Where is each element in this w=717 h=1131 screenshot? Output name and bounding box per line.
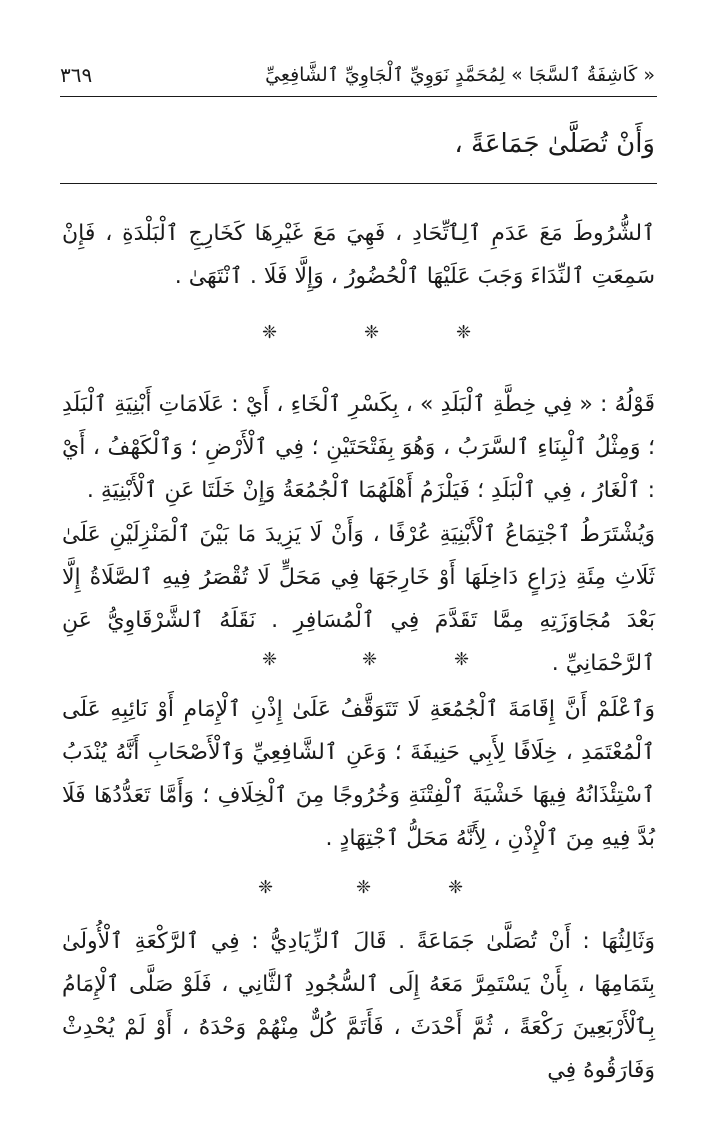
- separator-star-icon: ❈: [456, 322, 472, 343]
- paragraph-5: وَثَالِثُهَا : أَنْ تُصَلَّىٰ جَمَاعَةً . قَالَ ٱلزِّيَادِيُّ : فِي ٱلرَّكْعَةِ ٱلْأُولَىٰ بِتَمَامِهَا ، بِأَنْ يَسْتَمِرَّ مَعَهُ إِلَى ٱلسُّجُودِ ٱلثَّانِي ، فَلَوْ صَلَّى ٱلْإِمَامُ بِٱلْأَرْبَعِينَ رَكْعَةً ، ثُمَّ أَحْدَثَ ، فَأَتَمَّ كُلٌّ مِنْهُمْ وَحْدَهُ ، أَوْ لَمْ يُحْدِثْ وَفَارَقُوهُ فِي: [62, 929, 655, 1083]
- separator-star-icon: ❈: [356, 877, 372, 898]
- matn-separator-rule: [60, 183, 657, 184]
- separator-star-icon: ❈: [454, 649, 470, 670]
- paragraph-2: قَوْلُهُ : « فِي خِطَّةِ ٱلْبَلَدِ » ، بِكَسْرِ ٱلْخَاءِ ، أَيْ : عَلَامَاتِ أَبْنِيَةِ ٱلْبَلَدِ ؛ وَمِثْلُ ٱلْبِنَاءِ ٱلسَّرَبُ ، وَهُوَ بِفَتْحَتَيْنِ ؛ فِي ٱلْأَرْضِ ؛ وَٱلْكَهْفُ ، أَيْ : ٱلْغَارُ ، فِي ٱلْبَلَدِ ؛ فَيَلْزَمُ أَهْلَهُمَا ٱلْجُمُعَةُ وَإِنْ خَلَتَا عَنِ ٱلْأَبْنِيَةِ .: [62, 392, 655, 503]
- page-number: ٣٦٩: [60, 63, 93, 87]
- section-separator-3: [230, 873, 530, 903]
- separator-star-icon: ❈: [448, 877, 464, 898]
- paragraph-3: وَيُشْتَرَطُ ٱجْتِمَاعُ ٱلْأَبْنِيَةِ عُرْفًا ، وَأَنْ لَا يَزِيدَ مَا بَيْنَ ٱلْمَنْزِلَيْنِ عَلَىٰ ثَلَاثِ مِئَةِ ذِرَاعٍ دَاخِلَهَا أَوْ خَارِجَهَا فِي مَحَلٍّ لَا تُقْصَرُ فِيهِ ٱلصَّلَاةُ إِلَّا بَعْدَ مُجَاوَزَتِهِ مِمَّا تَقَدَّمَ فِي ٱلْمُسَافِرِ . نَقَلَهُ ٱلشَّرْقَاوِيُّ عَنِ ٱلرَّحْمَانِيِّ .: [62, 522, 655, 676]
- matn-line: وَأَنْ تُصَلَّىٰ جَمَاعَةً ،: [454, 129, 655, 159]
- separator-star-icon: ❈: [262, 322, 278, 343]
- separator-star-icon: ❈: [258, 877, 274, 898]
- section-separator-2: [230, 645, 530, 675]
- separator-star-icon: ❈: [364, 322, 380, 343]
- paragraph-4: وَٱعْلَمْ أَنَّ إِقَامَةَ ٱلْجُمُعَةِ لَا تَتَوَقَّفُ عَلَىٰ إِذْنِ ٱلْإِمَامِ أَوْ نَائِبِهِ عَلَى ٱلْمُعْتَمَدِ ، خِلَافًا لِأَبِي حَنِيفَةَ ؛ وَعَنِ ٱلشَّافِعِيِّ وَٱلْأَصْحَابِ أَنَّهُ يُنْدَبُ ٱسْتِئْذَانُهُ فِيهَا خَشْيَةَ ٱلْفِتْنَةِ وَخُرُوجًا مِنَ ٱلْخِلَافِ ؛ وَأَمَّا تَعَدُّدُهَا فَلَا بُدَّ فِيهِ مِنَ ٱلْإِذْنِ ، لِأَنَّهُ مَحَلُّ ٱجْتِهَادٍ .: [62, 697, 655, 851]
- running-header: [60, 58, 655, 94]
- separator-star-icon: ❈: [262, 649, 278, 670]
- header-rule: [60, 96, 657, 97]
- paragraph-1: ٱلشُّرُوطَ مَعَ عَدَمِ ٱلِٱتِّحَادِ ، فَهِيَ مَعَ غَيْرِهَا كَخَارِجِ ٱلْبَلْدَةِ ، فَإِنْ سَمِعَتِ ٱلنِّدَاءَ وَجَبَ عَلَيْهَا ٱلْحُضُورُ ، وَإِلَّا فَلَا . ٱنْتَهَىٰ .: [62, 221, 655, 289]
- section-separator-1: [230, 318, 530, 348]
- separator-star-icon: ❈: [362, 649, 378, 670]
- book-title: « كَاشِفَةُ ٱلسَّجَا » لِمُحَمَّدٍ نَوَوِيِّ ٱلْجَاوِيِّ ٱلشَّافِعِيِّ: [265, 64, 655, 86]
